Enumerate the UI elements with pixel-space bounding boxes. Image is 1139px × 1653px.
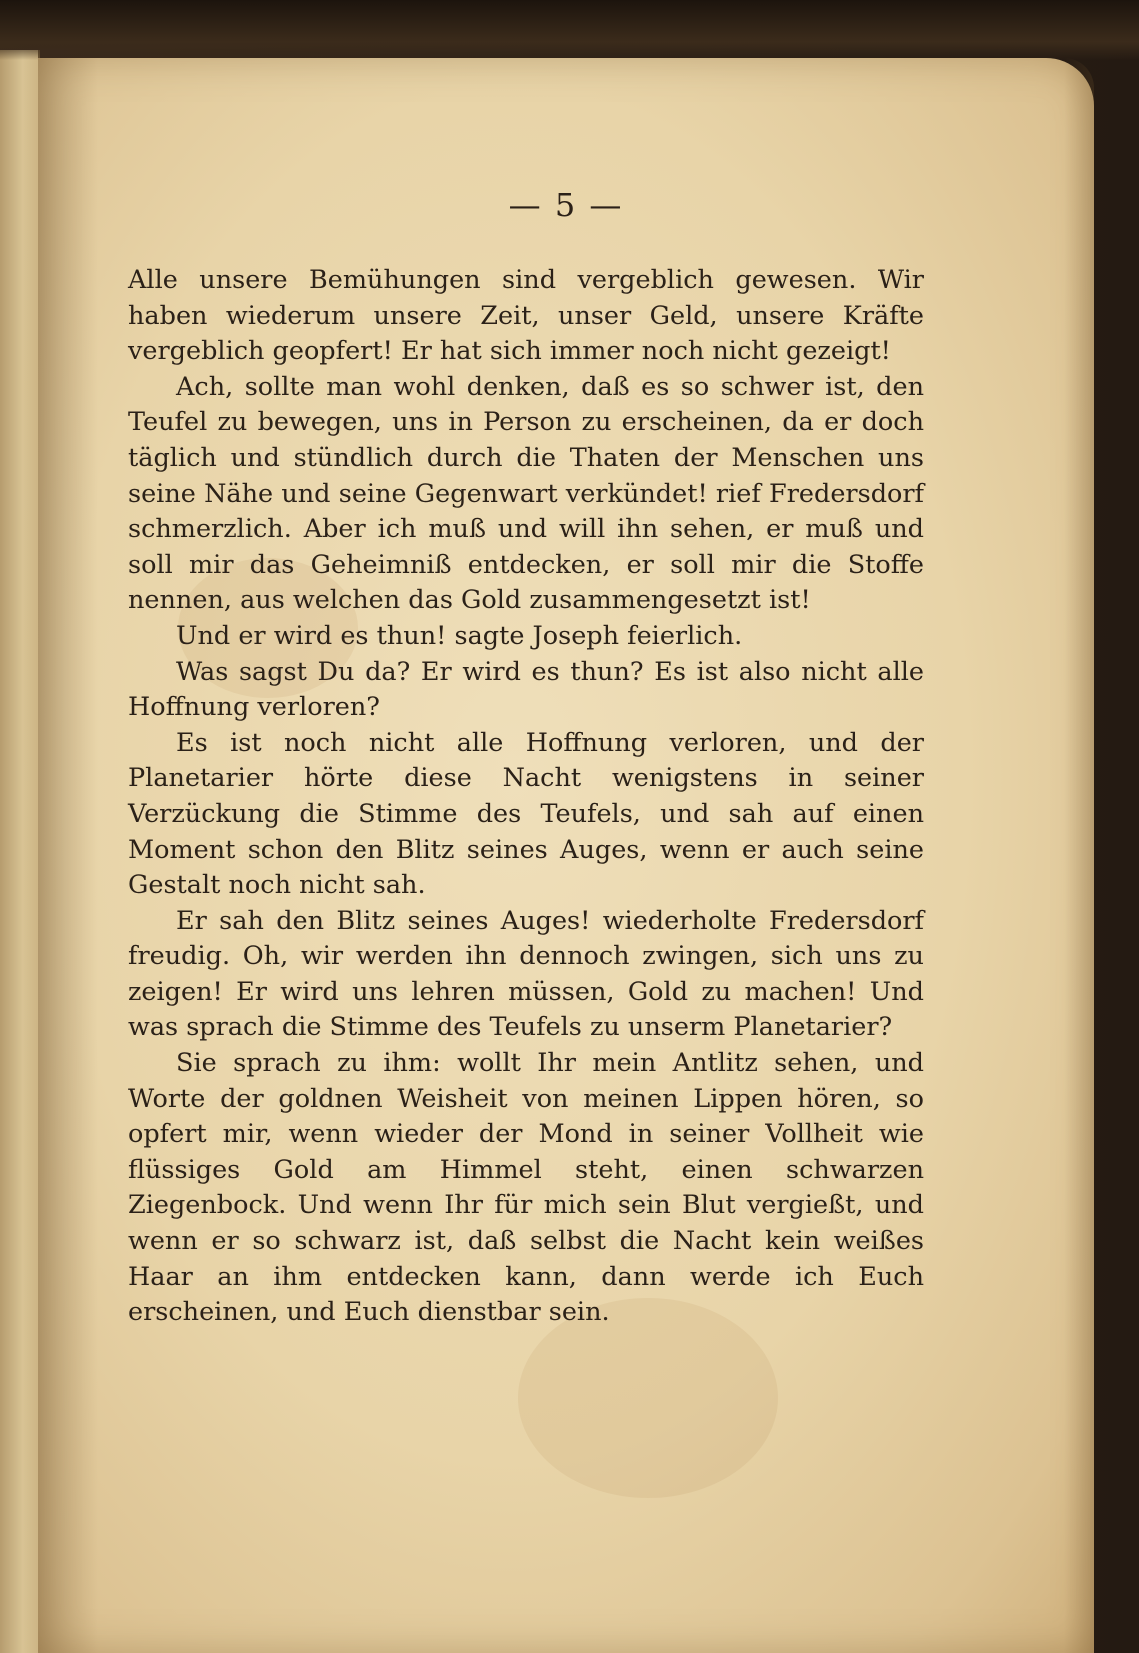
page-number: — 5 — xyxy=(508,186,624,224)
paragraph: Was sagst Du da? Er wird es thun? Es ist also nicht alle Hoffnung verloren? xyxy=(128,656,924,723)
paragraph: Es ist noch nicht alle Hoffnung verloren, und der Planetarier hörte diese Nacht wenigstens in seiner Verzückung die Stimme des Teufels, und sah auf einen Moment schon den Blitz seines Auges, wenn er auch seine Gestalt noch nicht sah. xyxy=(128,727,924,901)
paragraph: Und er wird es thun! sagte Joseph feierlich. xyxy=(176,620,743,651)
paragraph: Sie sprach zu ihm: wollt Ihr mein Antlitz sehen, und Worte der goldnen Weisheit von meinen Lippen hören, so opfert mir, wenn wieder der Mond in seiner Vollheit wie flüssiges Gold am Himmel steht, einen schwarzen Ziegenbock. Und wenn Ihr für mich sein Blut vergießt, und wenn er so schwarz ist, daß selbst die Nacht kein weißes Haar an ihm entdecken kann, dann werde ich Euch erscheinen, und Euch dienstbar sein. xyxy=(128,1048,924,1328)
book-spine-shadow xyxy=(0,0,1139,60)
gutter-shade xyxy=(38,58,98,1653)
page-edge-shade xyxy=(1064,58,1094,1653)
paragraph: Er sah den Blitz seines Auges! wiederholte Fredersdorf freudig. Oh, wir werden ihn dennoch zwingen, sich uns zu zeigen! Er wird uns lehren müssen, Gold zu machen! Und was sprach die Stimme des Teufels zu unserm Planetarier? xyxy=(128,905,924,1043)
book-page xyxy=(38,58,1094,1653)
previous-page-edge xyxy=(0,50,40,1653)
body-text xyxy=(128,263,924,1331)
paragraph: Ach, sollte man wohl denken, daß es so schwer ist, den Teufel zu bewegen, uns in Person zu erscheinen, da er doch täglich und stündlich durch die Thaten der Menschen uns seine Nähe und seine Gegenwart verkündet! rief Fredersdorf schmerzlich. Aber ich muß und will ihn sehen, er muß und soll mir das Geheimniß entdecken, er soll mir die Stoffe nennen, aus welchen das Gold zusammengesetzt ist! xyxy=(128,371,924,616)
paragraph: Alle unsere Bemühungen sind vergeblich gewesen. Wir haben wiederum unsere Zeit, unser Geld, unsere Kräfte vergeblich geopfert! Er hat sich immer noch nicht gezeigt! xyxy=(128,265,924,367)
